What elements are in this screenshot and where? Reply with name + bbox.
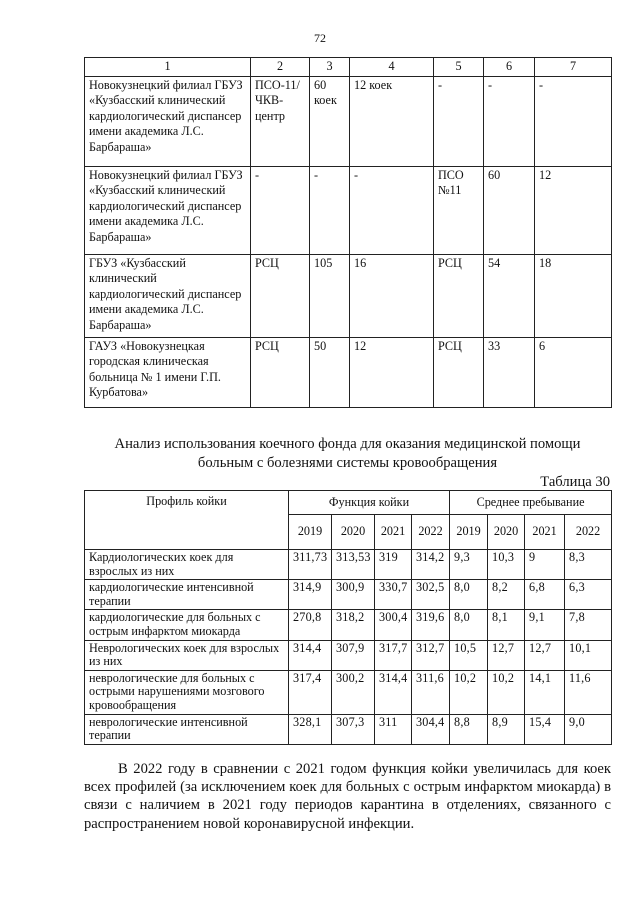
value-cell: 304,4	[412, 714, 450, 744]
value-cell: 12,7	[525, 640, 565, 670]
table1-cell: -	[251, 167, 310, 255]
value-cell: 9,0	[565, 714, 612, 744]
value-cell: 14,1	[525, 670, 565, 714]
row-label: кардиологические для больных с острым инфарктом миокарда	[85, 610, 289, 640]
table2-row	[85, 580, 612, 610]
table1-header-cell: 4	[350, 58, 434, 77]
value-cell: 8,3	[565, 550, 612, 580]
value-cell: 317,7	[375, 640, 412, 670]
value-cell: 328,1	[289, 714, 332, 744]
table2-header-row	[85, 491, 612, 515]
table1-cell: 60 коек	[310, 77, 350, 167]
table1-cell-institution: Новокузнецкий филиал ГБУЗ «Кузбасский клинический кардиологический диспансер имени академика Л.С. Барбараша»	[85, 167, 251, 255]
year-cell: 2022	[412, 515, 450, 550]
value-cell: 10,2	[450, 670, 488, 714]
value-cell: 15,4	[525, 714, 565, 744]
table1-cell: 12 коек	[350, 77, 434, 167]
header-function: Функция койки	[289, 491, 450, 515]
row-label: Кардиологических коек для взрослых из них	[85, 550, 289, 580]
table2-row	[85, 610, 612, 640]
table2-row	[85, 640, 612, 670]
table1-header-cell: 7	[535, 58, 612, 77]
table1-header-cell: 3	[310, 58, 350, 77]
table1-cell: РСЦ	[251, 255, 310, 338]
table1-cell: 18	[535, 255, 612, 338]
value-cell: 8,0	[450, 610, 488, 640]
value-cell: 314,4	[289, 640, 332, 670]
value-cell: 312,7	[412, 640, 450, 670]
value-cell: 270,8	[289, 610, 332, 640]
value-cell: 311	[375, 714, 412, 744]
table1-cell: 54	[484, 255, 535, 338]
row-label: кардиологические интенсивной терапии	[85, 580, 289, 610]
value-cell: 8,0	[450, 580, 488, 610]
value-cell: 8,2	[488, 580, 525, 610]
value-cell: 314,2	[412, 550, 450, 580]
table1-cell-institution: ГБУЗ «Кузбасский клинический кардиологический диспансер имени академика Л.С. Барбараша»	[85, 255, 251, 338]
table1-cell: ПСО-11/ЧКВ-центр	[251, 77, 310, 167]
value-cell: 8,9	[488, 714, 525, 744]
table1-cell: -	[350, 167, 434, 255]
value-cell: 319	[375, 550, 412, 580]
year-cell: 2021	[525, 515, 565, 550]
table1-cell: -	[310, 167, 350, 255]
value-cell: 330,7	[375, 580, 412, 610]
value-cell: 317,4	[289, 670, 332, 714]
table2-row	[85, 670, 612, 714]
page-number: 72	[314, 31, 326, 45]
value-cell: 311,73	[289, 550, 332, 580]
table1-cell: 12	[535, 167, 612, 255]
value-cell: 313,53	[332, 550, 375, 580]
row-label: Неврологических коек для взрослых из них	[85, 640, 289, 670]
value-cell: 300,2	[332, 670, 375, 714]
value-cell: 11,6	[565, 670, 612, 714]
table-medical-centers	[84, 57, 612, 408]
table1-cell: -	[484, 77, 535, 167]
value-cell: 302,5	[412, 580, 450, 610]
table2-row	[85, 550, 612, 580]
section-title-line1: Анализ использования коечного фонда для оказания медицинской помощи	[114, 436, 581, 452]
table1-cell-institution: Новокузнецкий филиал ГБУЗ «Кузбасский клинический кардиологический диспансер имени академика Л.С. Барбараша»	[85, 77, 251, 167]
value-cell: 300,9	[332, 580, 375, 610]
table-bed-usage	[84, 490, 612, 745]
value-cell: 6,3	[565, 580, 612, 610]
table1-cell: 12	[350, 338, 434, 408]
table1-cell: РСЦ	[251, 338, 310, 408]
value-cell: 307,3	[332, 714, 375, 744]
value-cell: 307,9	[332, 640, 375, 670]
table1-header-cell: 6	[484, 58, 535, 77]
table1-cell: -	[434, 77, 484, 167]
table1-cell: 105	[310, 255, 350, 338]
value-cell: 9,1	[525, 610, 565, 640]
value-cell: 300,4	[375, 610, 412, 640]
table1-cell: 33	[484, 338, 535, 408]
table1-row	[85, 167, 612, 255]
value-cell: 7,8	[565, 610, 612, 640]
table1-header-cell: 5	[434, 58, 484, 77]
value-cell: 10,2	[488, 670, 525, 714]
table2-row	[85, 714, 612, 744]
year-cell: 2020	[332, 515, 375, 550]
year-cell: 2019	[450, 515, 488, 550]
header-stay: Среднее пребывание	[450, 491, 612, 515]
body-paragraph	[84, 760, 611, 833]
table1-cell: -	[535, 77, 612, 167]
table-caption: Таблица 30	[540, 474, 610, 490]
value-cell: 314,4	[375, 670, 412, 714]
header-profile: Профиль койки	[85, 491, 289, 550]
table1-row	[85, 255, 612, 338]
value-cell: 6,8	[525, 580, 565, 610]
table1-cell: ПСО №11	[434, 167, 484, 255]
year-cell: 2019	[289, 515, 332, 550]
value-cell: 318,2	[332, 610, 375, 640]
value-cell: 10,3	[488, 550, 525, 580]
section-title-line2: больным с болезнями системы кровообращения	[197, 455, 498, 471]
table1-cell: 60	[484, 167, 535, 255]
table1-cell: 50	[310, 338, 350, 408]
row-label: неврологические для больных с острыми нарушениями мозгового кровообращения	[85, 670, 289, 714]
value-cell: 9	[525, 550, 565, 580]
row-label: неврологические интенсивной терапии	[85, 714, 289, 744]
value-cell: 9,3	[450, 550, 488, 580]
value-cell: 8,1	[488, 610, 525, 640]
table1-row	[85, 77, 612, 167]
table1-cell: РСЦ	[434, 255, 484, 338]
value-cell: 314,9	[289, 580, 332, 610]
value-cell: 12,7	[488, 640, 525, 670]
year-cell: 2021	[375, 515, 412, 550]
table1-header-row	[85, 58, 612, 77]
table1-cell: РСЦ	[434, 338, 484, 408]
year-cell: 2022	[565, 515, 612, 550]
table1-header-cell: 1	[85, 58, 251, 77]
table1-cell: 16	[350, 255, 434, 338]
table1-row	[85, 338, 612, 408]
table1-cell-institution: ГАУЗ «Новокузнецкая городская клиническая больница № 1 имени Г.П. Курбатова»	[85, 338, 251, 408]
year-cell: 2020	[488, 515, 525, 550]
value-cell: 10,5	[450, 640, 488, 670]
value-cell: 8,8	[450, 714, 488, 744]
value-cell: 319,6	[412, 610, 450, 640]
table1-header-cell: 2	[251, 58, 310, 77]
value-cell: 311,6	[412, 670, 450, 714]
table1-cell: 6	[535, 338, 612, 408]
value-cell: 10,1	[565, 640, 612, 670]
paragraph-text: В 2022 году в сравнении с 2021 годом функция койки увеличилась для коек всех профилей (за исключением коек для больных с острым инфарктом миокарда) в связи с наличием в 2021 году периодов карантина в отделениях, связанного с распространением новой коронавирусной инфекции.	[84, 761, 611, 832]
